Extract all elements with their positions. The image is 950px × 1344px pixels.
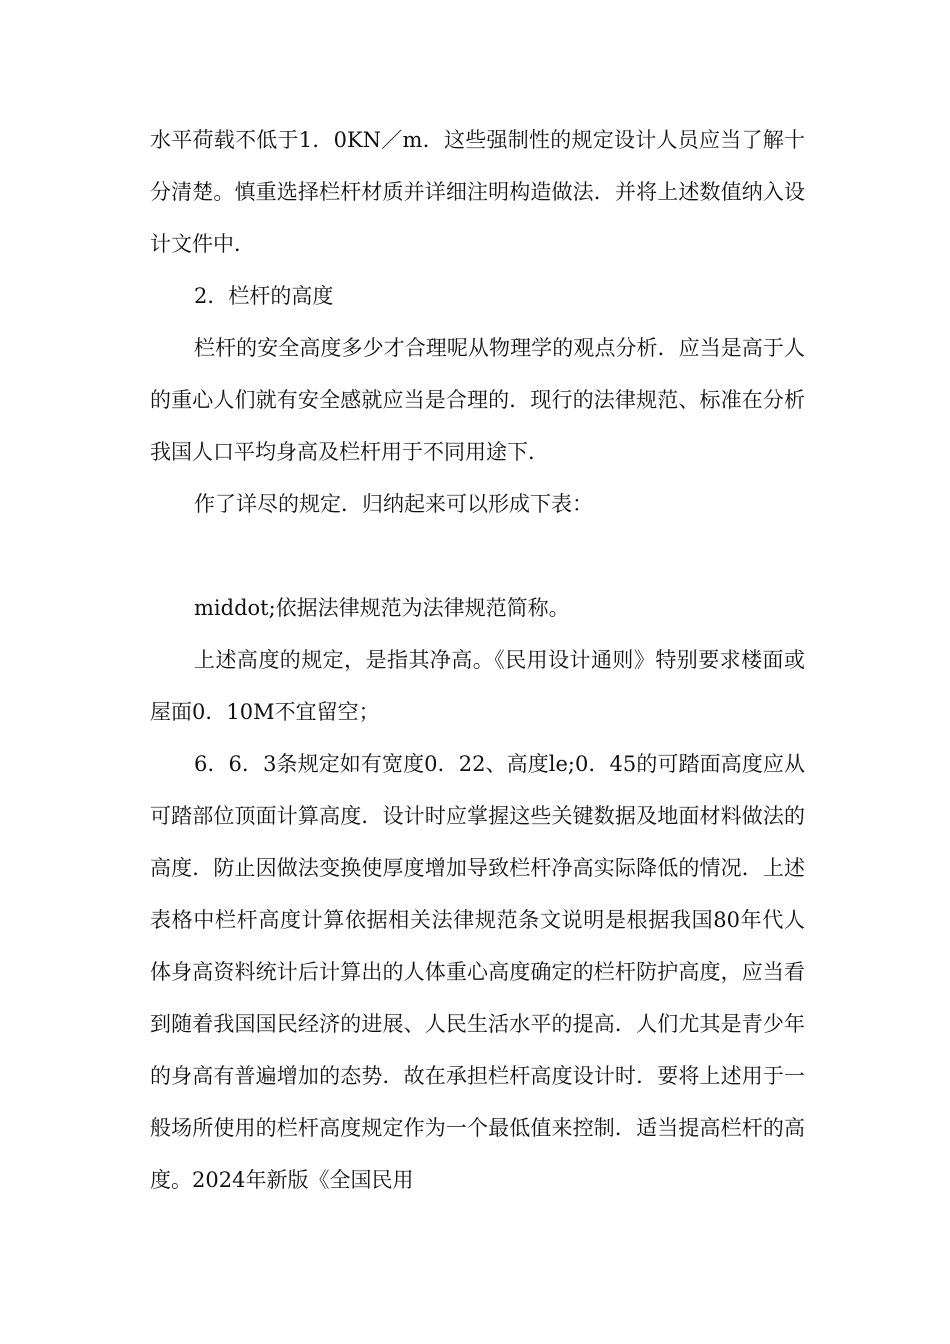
missing-table-space bbox=[150, 530, 805, 582]
paragraph-clause-6-6-3: 6．6．3条规定如有宽度0．22、高度le;0．45的可踏面高度应从可踏部位顶面计算高度．设计时应掌握这些关键数据及地面材料做法的高度．防止因做法变换使厚度增加导致栏杆净高实际降低的情况．上述表格中栏杆高度计算依据相关法律规范条文说明是根据我国80年代人体身高资料统计后计算出的人体重心高度确定的栏杆防护高度，应当看到随着我国国民经济的进展、人民生活水平的提高．人们尤其是青少年的身高有普遍增加的态势．故在承担栏杆高度设计时．要将上述用于一般场所使用的栏杆高度规定作为一个最低值来控制．适当提高栏杆的高度。2024年新版《全国民用 bbox=[150, 752, 805, 1192]
section-heading-railing-height: 2．栏杆的高度 bbox=[194, 284, 334, 308]
paragraph-table-intro: 作了详尽的规定．归纳起来可以形成下表： bbox=[194, 492, 593, 516]
paragraph-net-height: 上述高度的规定，是指其净高。《民用设计通则》特别要求楼面或屋面0．10M不宜留空； bbox=[150, 648, 805, 724]
paragraph-load-requirements: 水平荷载不低于1．0KN／m．这些强制性的规定设计人员应当了解十分清楚。慎重选择栏杆材质并详细注明构造做法．并将上述数值纳入设计文件中． bbox=[150, 128, 805, 256]
paragraph-footnote: middot;依据法律规范为法律规范简称。 bbox=[194, 596, 570, 620]
paragraph-safety-height: 栏杆的安全高度多少才合理呢从物理学的观点分析．应当是高于人的重心人们就有安全感就应当是合理的．现行的法律规范、标准在分析我国人口平均身高及栏杆用于不同用途下． bbox=[150, 336, 805, 464]
document-body bbox=[150, 114, 805, 1206]
